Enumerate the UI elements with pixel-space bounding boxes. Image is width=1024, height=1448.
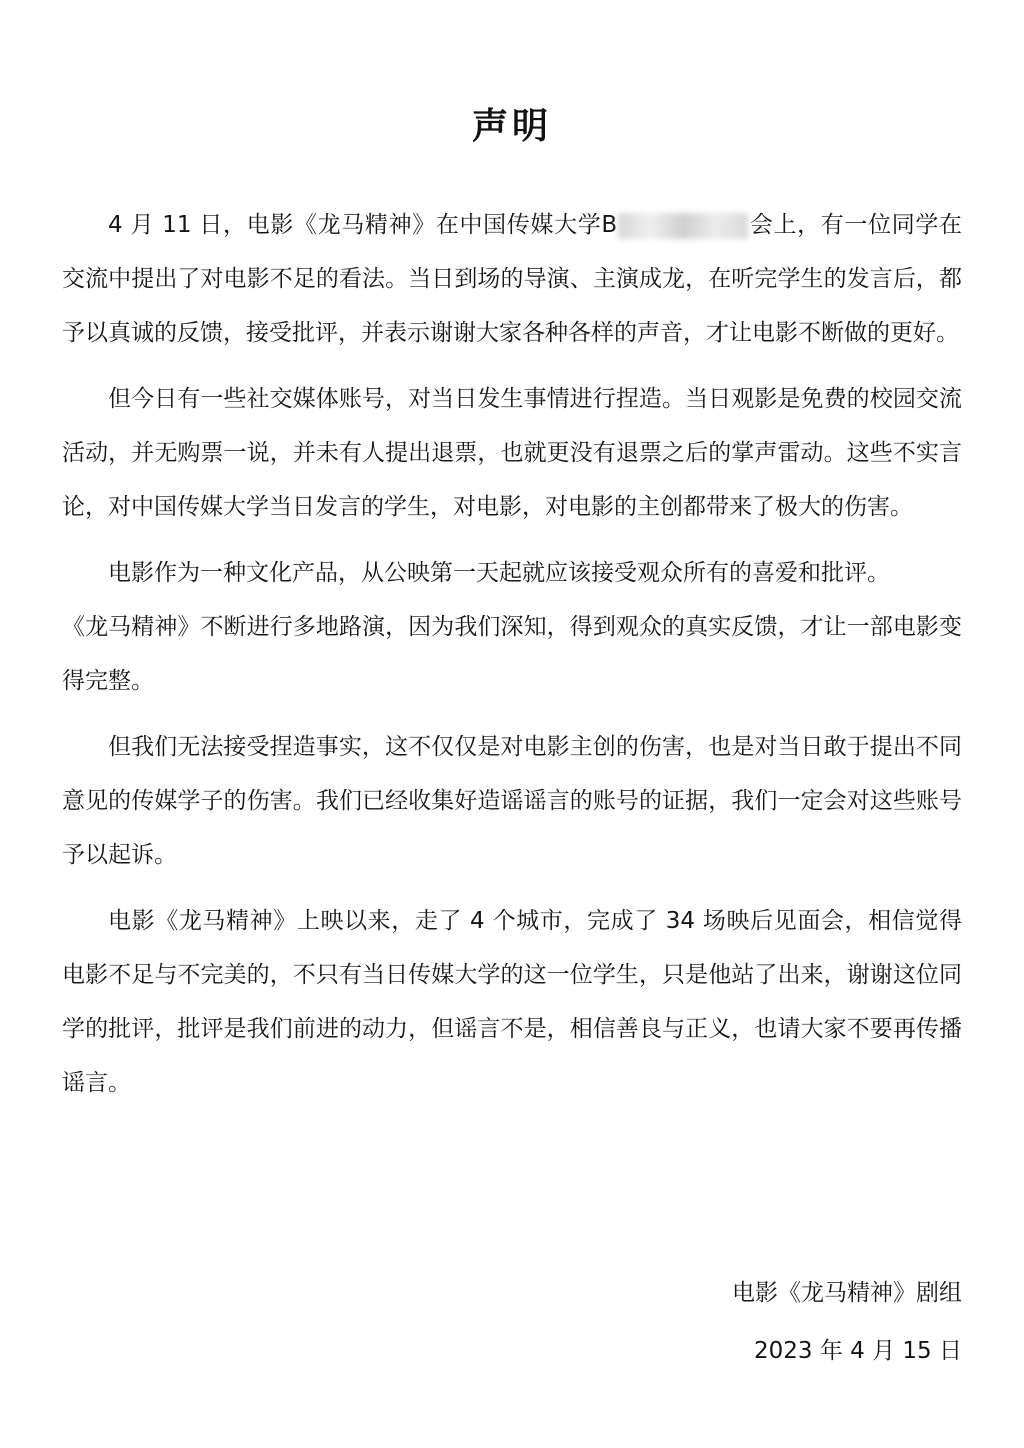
paragraph-1-after-redaction: 会上，有一位同学在交流中提出了对电影不足的看法。当日到场的导演、主演成龙，在听完学生的发言后，都予以真诚的反馈，接受批评，并表示谢谢大家各种各样的声音，才让电影不断做的更好。 xyxy=(62,212,963,346)
paragraph-2: 但今日有一些社交媒体账号，对当日发生事情进行捏造。当日观影是免费的校园交流活动，并无购票一说，并未有人提出退票，也就更没有退票之后的掌声雷动。这些不实言论，对中国传媒大学当日发言的学生，对电影，对电影的主创都带来了极大的伤害。 xyxy=(62,386,962,520)
redaction-blur xyxy=(618,213,748,239)
signature: 电影《龙马精神》剧组 xyxy=(732,1280,962,1306)
paragraph-5: 但我们无法接受捏造事实，这不仅仅是对电影主创的伤害，也是对当日敢于提出不同意见的传媒学子的伤害。我们已经收集好造谣谣言的账号的证据，我们一定会对这些账号予以起诉。 xyxy=(62,734,962,868)
paragraph-4: 《龙马精神》不断进行多地路演，因为我们深知，得到观众的真实反馈，才让一部电影变得完整。 xyxy=(62,614,962,694)
statement-title: 声明 xyxy=(471,106,552,148)
paragraph-6: 电影《龙马精神》上映以来，走了 4 个城市，完成了 34 场映后见面会，相信觉得电影不足与不完美的，不只有当日传媒大学的这一位学生，只是他站了出来，谢谢这位同学的批评，批评是我们前进的动力，但谣言不是，相信善良与正义，也请大家不要再传播谣言。 xyxy=(62,908,962,1096)
statement-body xyxy=(62,198,962,1122)
paragraph-1-before-redaction: 4 月 11 日，电影《龙马精神》在中国传媒大学B xyxy=(108,212,618,238)
statement-date: 2023 年 4 月 15 日 xyxy=(754,1338,962,1364)
paragraph-3: 电影作为一种文化产品，从公映第一天起就应该接受观众所有的喜爱和批评。 xyxy=(108,560,890,586)
paragraph-1 xyxy=(62,198,962,360)
